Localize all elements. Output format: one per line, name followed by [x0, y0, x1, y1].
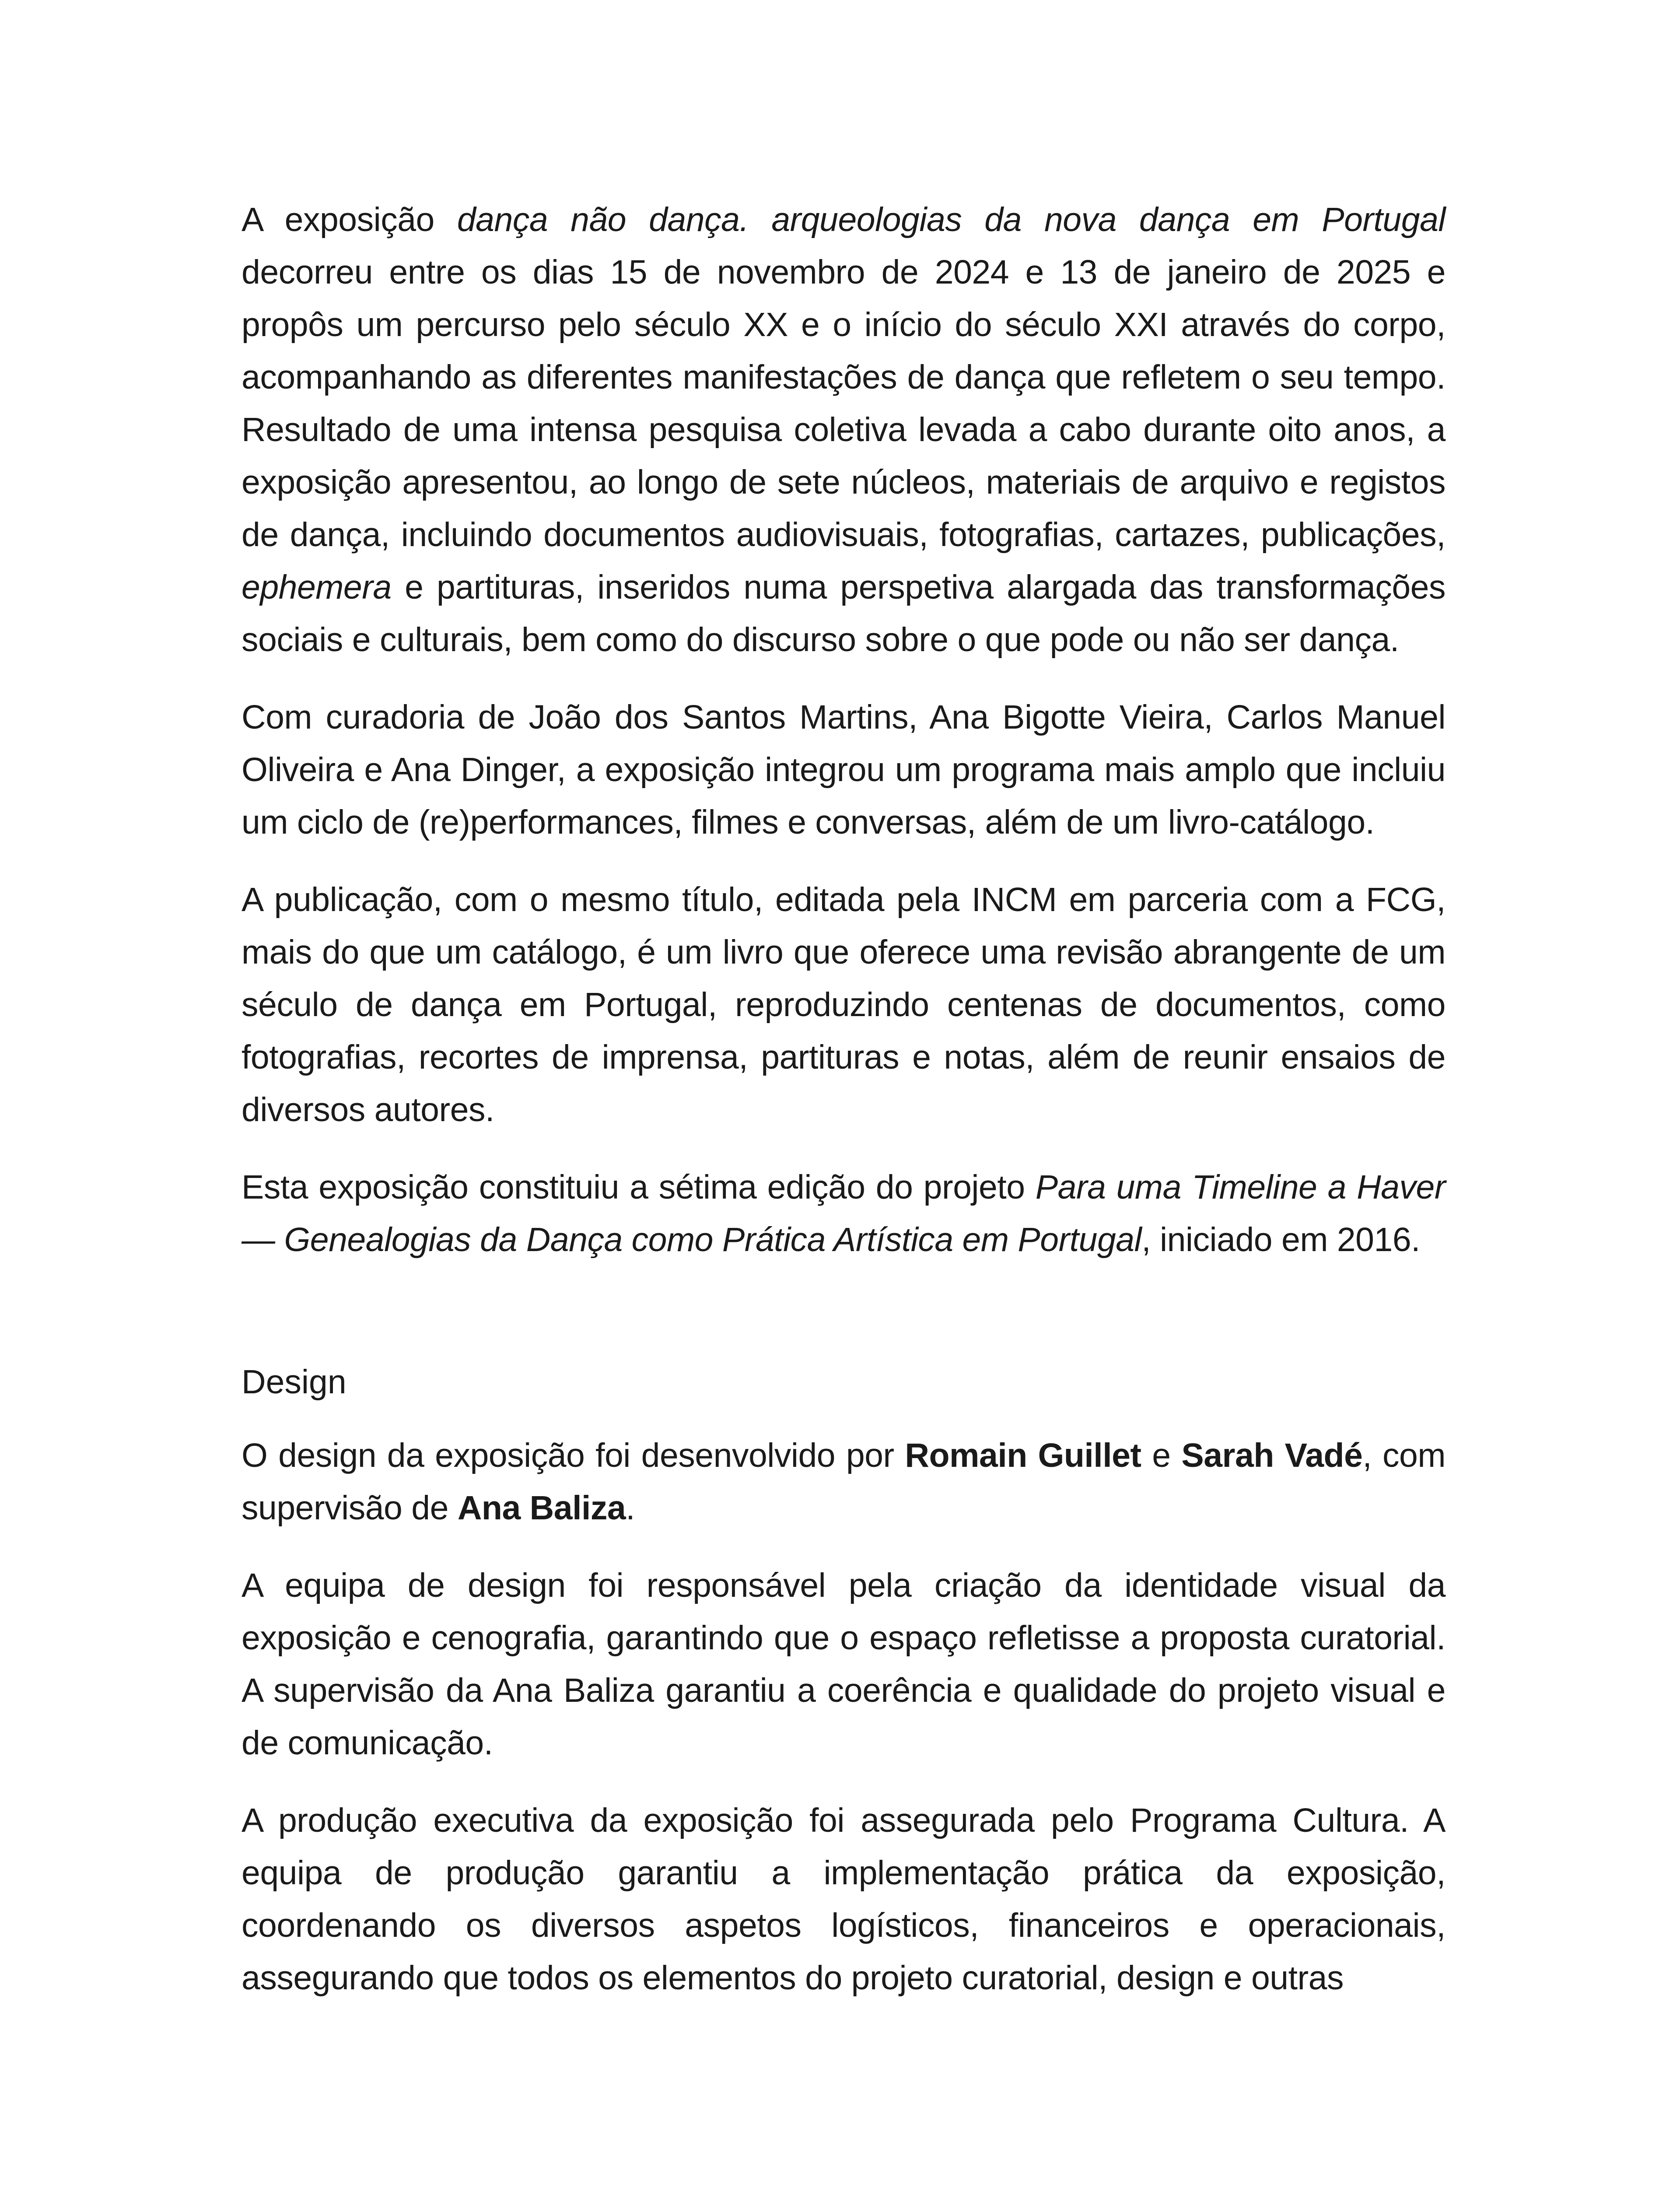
design-paragraph-1: [242, 1429, 1446, 1534]
design-paragraph-3: A produção executiva da exposição foi assegurada pelo Programa Cultura. A equipa de produção garantiu a implementação prática da exposição, coordenando os diversos aspetos logísticos, financeiros e operacionais, assegurando que todos os elementos do projeto curatorial, design e outras: [242, 1802, 1446, 1997]
design-paragraph-2: A equipa de design foi responsável pela criação da identidade visual da exposição e cenografia, garantindo que o espaço refletisse a proposta curatorial. A supervisão da Ana Baliza garantiu a coerência e qualidade do projeto visual e de comunicação.: [242, 1567, 1446, 1762]
project-title: Para uma Timeline a Haver — Genealogias da Dança como Prática Artística em Portugal: [242, 1168, 1446, 1259]
intro-paragraph-3: A publicação, com o mesmo título, editada pela INCM em parceria com a FCG, mais do que um catálogo, é um livro que oferece uma revisão abrangente de um século de dança em Portugal, reproduzindo centenas de documentos, como fotografias, recortes de imprensa, partituras e notas, além de reunir ensaios de diversos autores.: [242, 881, 1446, 1129]
supervisor-name: Ana Baliza: [457, 1489, 626, 1527]
design-p1-text-2: e: [1141, 1437, 1182, 1474]
ephemera-term: ephemera: [242, 568, 392, 606]
page-body: [242, 193, 1446, 2029]
design-p1-text-1: O design da exposição foi desenvolvido por: [242, 1437, 905, 1474]
intro-p1-text-2: decorreu entre os dias 15 de novembro de 2024 e 13 de janeiro de 2025 e propôs um percurso pelo século XX e o início do século XXI através do corpo, acompanhando as diferentes manifestações de dança que refletem o seu tempo. Resultado de uma intensa pesquisa coletiva levada a cabo durante oito anos, a exposição apresentou, ao longo de sete núcleos, materiais de arquivo e registos de dança, incluindo documentos audiovisuais, fotografias, cartazes, publicações,: [242, 253, 1446, 554]
intro-p1-text-3: e partituras, inseridos numa perspetiva alargada das transformações sociais e culturais, bem como do discurso sobre o que pode ou não ser dança.: [242, 568, 1446, 659]
intro-paragraph-4: [242, 1161, 1446, 1266]
intro-p4-text-1: Esta exposição constituiu a sétima edição do projeto: [242, 1168, 1036, 1206]
section-spacer: [242, 1291, 1446, 1356]
intro-p1-text-1: A exposição: [242, 201, 457, 238]
exhibition-title: dança não dança. arqueologias da nova dança em Portugal: [457, 201, 1446, 238]
intro-paragraph-2: Com curadoria de João dos Santos Martins, Ana Bigotte Vieira, Carlos Manuel Oliveira e Ana Dinger, a exposição integrou um programa mais amplo que incluiu um ciclo de (re)performances, filmes e conversas, além de um livro-catálogo.: [242, 698, 1446, 841]
design-p1-text-3: , com supervisão de: [242, 1437, 1446, 1527]
intro-paragraph-1: [242, 193, 1446, 666]
designer-name-1: Romain Guillet: [905, 1437, 1141, 1474]
design-heading: Design: [242, 1363, 346, 1401]
intro-p4-text-2: , iniciado em 2016.: [1141, 1221, 1421, 1259]
design-p1-text-4: .: [626, 1489, 635, 1527]
designer-name-2: Sarah Vadé: [1181, 1437, 1363, 1474]
